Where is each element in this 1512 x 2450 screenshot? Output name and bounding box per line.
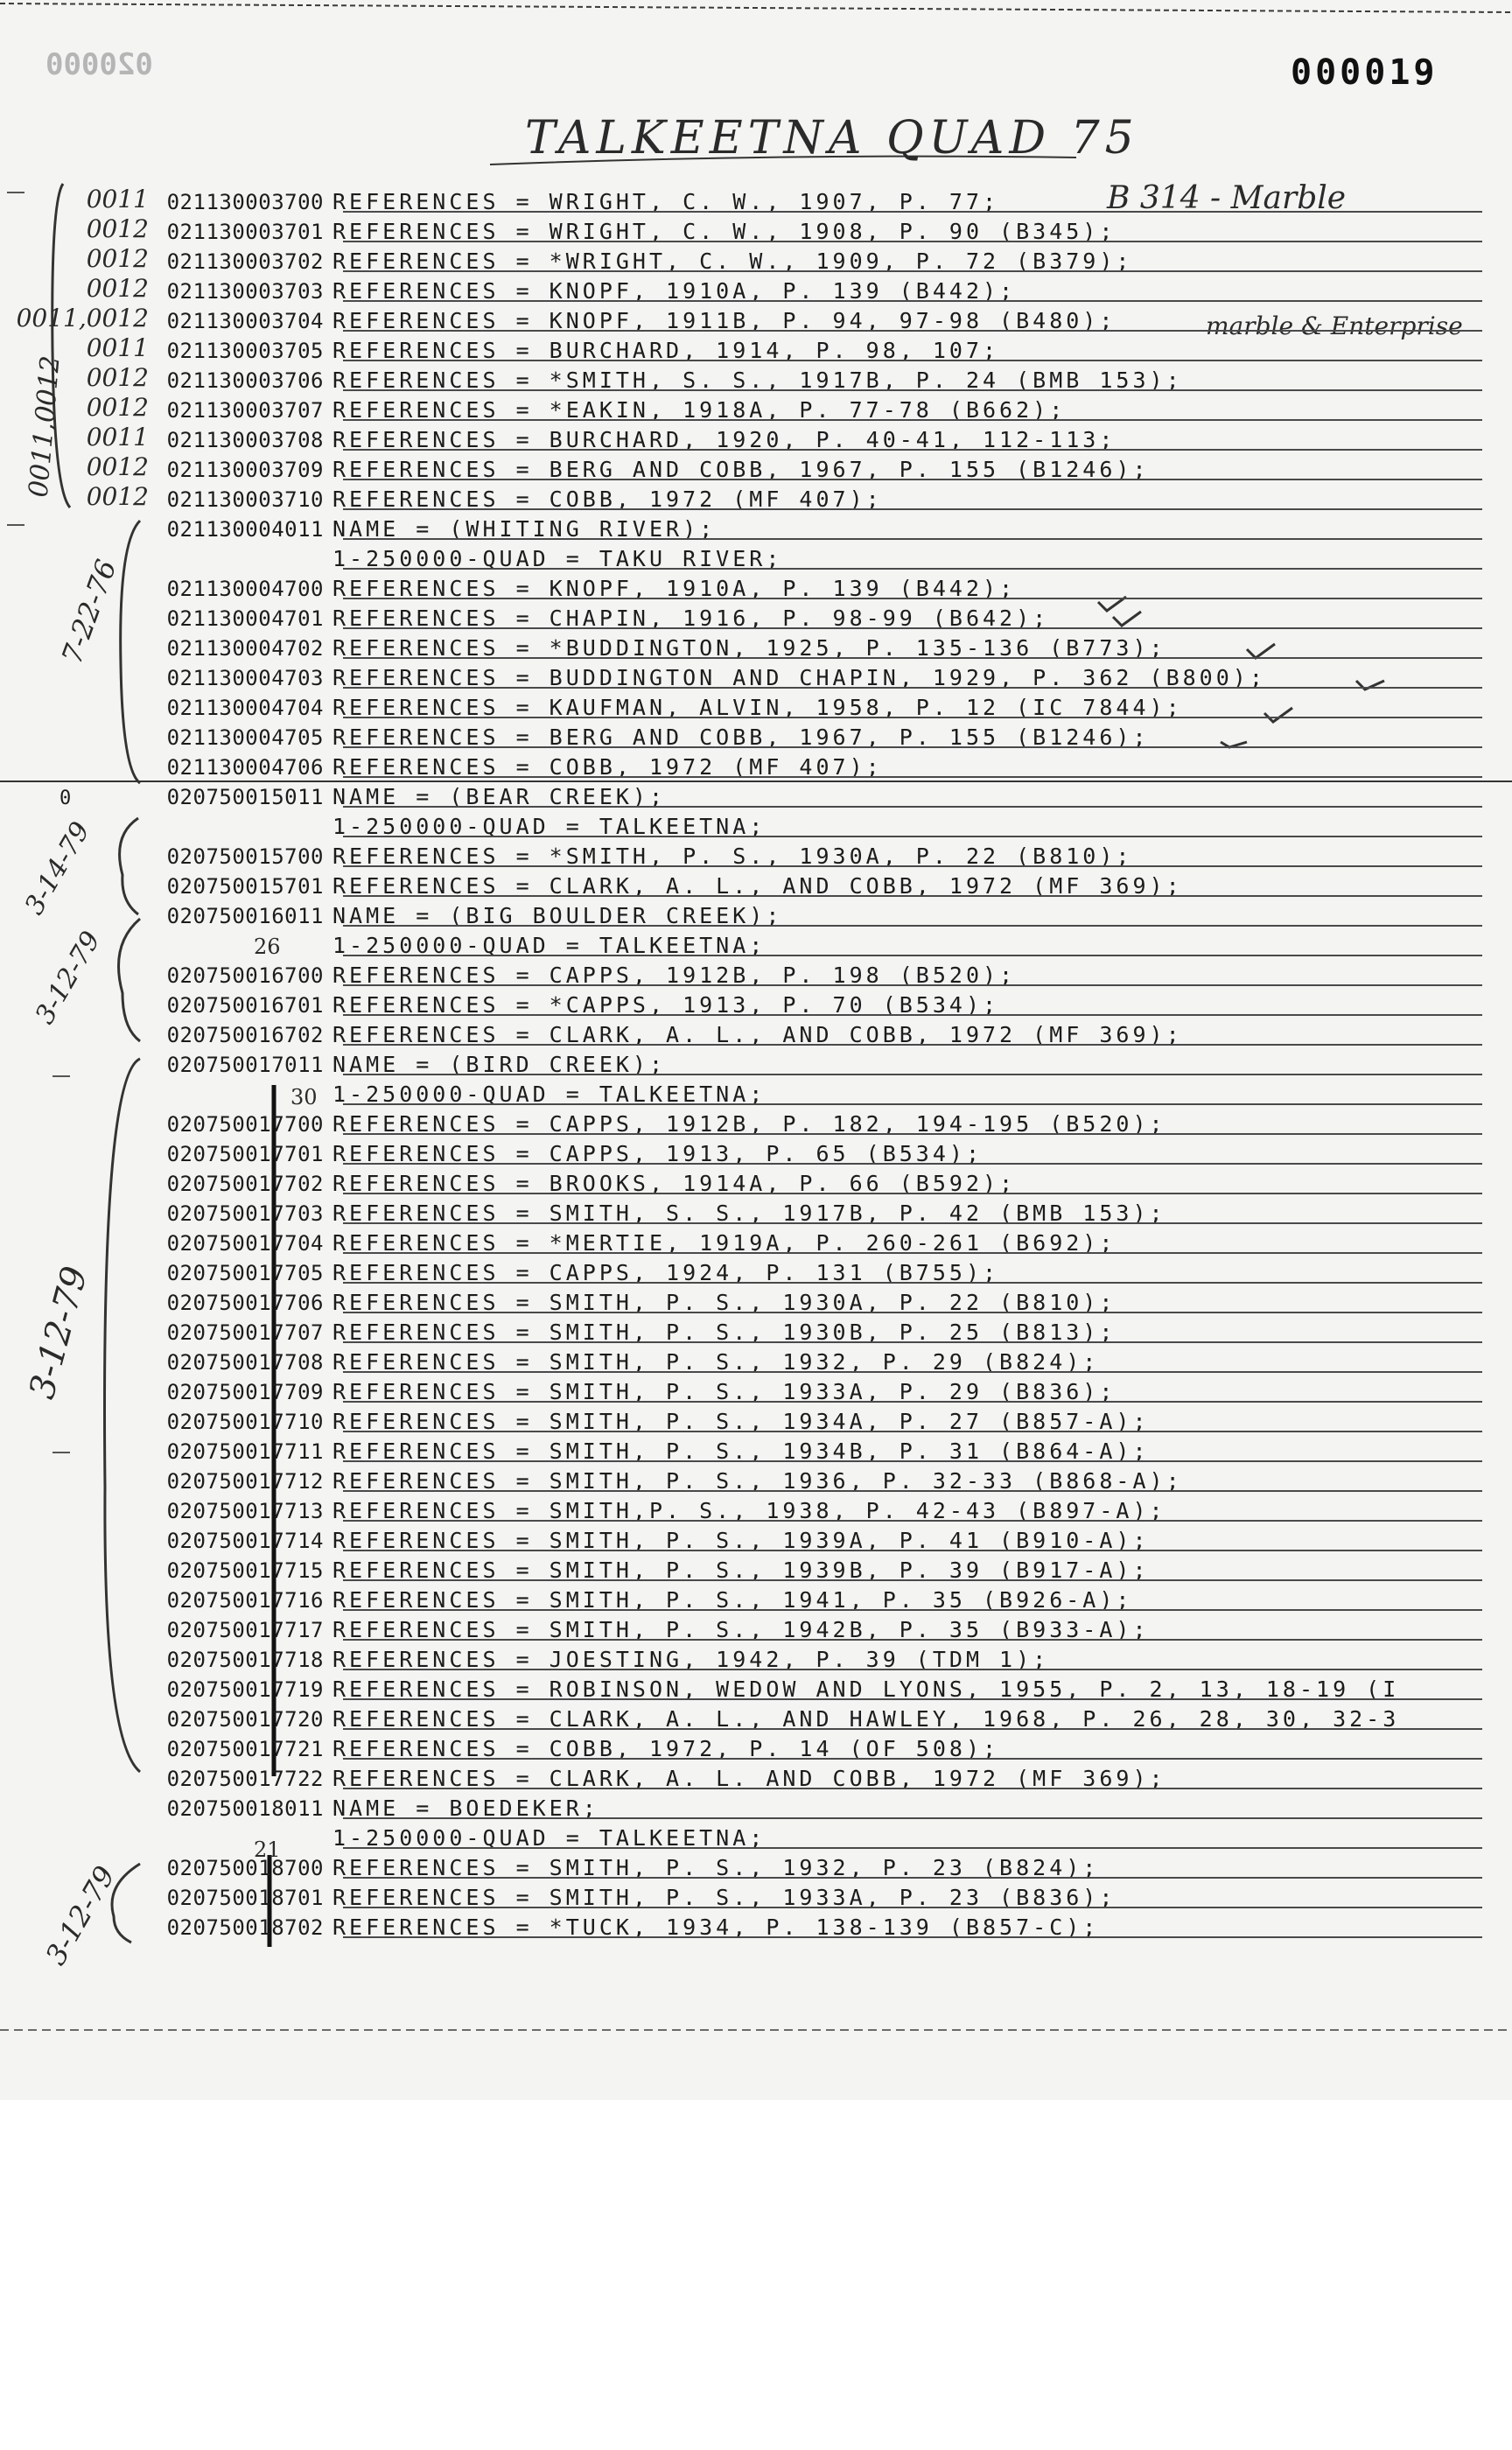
row-underline [343,479,1482,480]
listing-row [0,1643,1512,1673]
record-text: REFERENCES = SMITH, P. S., 1932, P. 29 (B824); [332,1349,1100,1375]
record-text: 1-250000-QUAD = TALKEETNA; [332,1082,766,1107]
record-number: 020750017713 [166,1499,324,1523]
record-text: NAME = BOEDEKER; [332,1796,599,1821]
listing-row [0,304,1512,334]
record-text: REFERENCES = SMITH, P. S., 1930A, P. 22 (B810); [332,1290,1116,1315]
record-text: NAME = (BEAR CREEK); [332,784,667,809]
record-number: 020750017704 [166,1231,324,1256]
record-number: 020750015011 [166,785,324,809]
listing-row [0,334,1512,364]
listing-row [0,751,1512,780]
record-text: REFERENCES = CAPPS, 1924, P. 131 (B755); [332,1260,1000,1285]
row-underline [343,1936,1482,1938]
record-text: REFERENCES = SMITH, P. S., 1934B, P. 31 (B864-A); [332,1438,1150,1464]
row-underline [343,1788,1482,1789]
row-underline [343,1758,1482,1760]
record-number: 021130003710 [166,487,324,512]
row-underline [343,1847,1482,1849]
record-text: REFERENCES = SMITH, P. S., 1939A, P. 41 (B910-A); [332,1528,1150,1553]
record-text: REFERENCES = BURCHARD, 1914, P. 98, 107; [332,338,1000,363]
listing-row [0,1048,1512,1078]
record-number: 020750017702 [166,1172,324,1196]
row-underline [343,1877,1482,1879]
row-underline [343,270,1482,272]
record-number: 021130003708 [166,428,324,452]
row-underline [343,241,1482,242]
record-text: REFERENCES = *SMITH, S. S., 1917B, P. 24 (BMB 153); [332,368,1183,393]
row-underline [343,687,1482,689]
row-underline [343,1312,1482,1313]
row-handwritten-code: 0011 [86,333,149,362]
reference-listing [0,186,1512,1941]
row-handwritten-code: 0012 [86,452,149,481]
listing-row [0,1018,1512,1048]
row-underline [343,568,1482,570]
record-number: 021130003702 [166,249,324,274]
date-note-3-12-79-a: 3-12-79 [29,926,107,1030]
row-underline [343,300,1482,302]
row-underline [343,1401,1482,1403]
row-underline [343,538,1482,540]
record-text: NAME = (BIRD CREEK); [332,1052,667,1077]
listing-row [0,1227,1512,1256]
record-text: REFERENCES = COBB, 1972, P. 14 (OF 508); [332,1736,1000,1761]
record-text: REFERENCES = CAPPS, 1912B, P. 182, 194-195 (B520); [332,1111,1166,1137]
row-handwritten-code: 0011,0012 [16,304,149,332]
row-handwritten-code: 0012 [86,214,149,243]
margin-code-note: 0011,0012 [23,354,66,499]
listing-row [0,1792,1512,1822]
number-21: 21 [254,1838,281,1862]
record-text: REFERENCES = BURCHARD, 1920, P. 40-41, 112-113; [332,427,1116,452]
record-text: REFERENCES = CAPPS, 1913, P. 65 (B534); [332,1141,983,1166]
row-underline [343,1044,1482,1046]
record-number: 020750017720 [166,1707,324,1732]
record-number: 020750017721 [166,1737,324,1761]
row-underline [343,984,1482,986]
listing-row [0,1376,1512,1405]
listing-row [0,1286,1512,1316]
row-underline [343,1579,1482,1581]
row-underline [343,1431,1482,1432]
row-underline [343,1222,1482,1224]
record-text: REFERENCES = SMITH, P. S., 1934A, P. 27 (B857-A); [332,1409,1150,1434]
row-handwritten-code: 0012 [86,244,149,273]
listing-row [0,1256,1512,1286]
record-number: 021130003703 [166,279,324,304]
record-text: REFERENCES = KNOPF, 1910A, P. 139 (B442); [332,278,1017,304]
listing-row [0,245,1512,275]
record-number: 020750016700 [166,963,324,988]
listing-row [0,424,1512,453]
record-text: REFERENCES = ROBINSON, WEDOW AND LYONS, 1955, P. 2, 13, 18-19 (I [332,1676,1400,1702]
listing-row [0,989,1512,1018]
record-number: 021130004705 [166,725,324,750]
record-number: 020750017703 [166,1201,324,1226]
row-underline [343,895,1482,897]
record-number: 020750017716 [166,1588,324,1613]
record-number: 020750018011 [166,1796,324,1821]
listing-row [0,1881,1512,1911]
listing-row [0,1554,1512,1584]
row-underline [343,836,1482,837]
record-number: 020750017718 [166,1648,324,1672]
record-text: REFERENCES = SMITH, P. S., 1933A, P. 23 (B836); [332,1885,1116,1910]
row-underline [343,419,1482,421]
date-note-7-22-76: 7-22-76 [54,555,123,668]
row-underline [343,1669,1482,1670]
row-underline [343,657,1482,659]
page-title: TALKEETNA QUAD 75 [525,112,1139,164]
listing-row [0,275,1512,304]
listing-row [0,632,1512,662]
row-handwritten-code: 0012 [86,363,149,392]
record-text: REFERENCES = *EAKIN, 1918A, P. 77-78 (B662); [332,397,1067,423]
row-underline [343,1103,1482,1105]
record-text: REFERENCES = SMITH,P. S., 1938, P. 42-43 (B897-A); [332,1498,1166,1523]
listing-row [0,721,1512,751]
row-underline [343,1698,1482,1700]
record-text: REFERENCES = SMITH, P. S., 1933A, P. 29 (B836); [332,1379,1116,1404]
record-text: REFERENCES = SMITH, P. S., 1930B, P. 25 (B813); [332,1320,1116,1345]
record-text: REFERENCES = SMITH, P. S., 1936, P. 32-33 (B868-A); [332,1468,1183,1494]
listing-row [0,1762,1512,1792]
record-text: REFERENCES = CLARK, A. L., AND HAWLEY, 1968, P. 26, 28, 30, 32-3 [332,1706,1400,1732]
record-text: REFERENCES = SMITH, P. S., 1941, P. 35 (B926-A); [332,1587,1133,1613]
record-number: 021130004702 [166,636,324,661]
record-number: 020750017708 [166,1350,324,1375]
record-text: 1-250000-QUAD = TALKEETNA; [332,814,766,839]
record-number: 021130004701 [166,606,324,631]
listing-row [0,1584,1512,1614]
row-underline [343,360,1482,361]
row-underline [343,806,1482,808]
row-underline [343,1341,1482,1343]
record-text: 1-250000-QUAD = TAKU RIVER; [332,546,783,571]
record-number: 020750016702 [166,1023,324,1047]
row-underline [343,1520,1482,1522]
row-underline [343,1907,1482,1908]
listing-row [0,1852,1512,1881]
row-underline [343,776,1482,778]
record-text: REFERENCES = *MERTIE, 1919A, P. 260-261 (B692); [332,1230,1116,1256]
record-text: REFERENCES = CAPPS, 1912B, P. 198 (B520); [332,962,1017,988]
date-note-3-12-79-b: 3-12-79 [21,1262,96,1404]
row-handwritten-code: 0012 [86,274,149,303]
row-underline [343,598,1482,599]
record-number: 020750017714 [166,1529,324,1553]
listing-row [0,870,1512,900]
record-number: 020750016701 [166,993,324,1018]
row-underline [343,1371,1482,1373]
row-underline [343,1490,1482,1492]
record-number: 020750017709 [166,1380,324,1404]
row-underline [343,746,1482,748]
listing-row [0,364,1512,394]
faded-number: 020000 [46,47,153,82]
listing-row [0,959,1512,989]
record-number: 021130004703 [166,666,324,690]
record-number: 020750017715 [166,1558,324,1583]
record-number: 021130003709 [166,458,324,482]
record-number: 021130003701 [166,220,324,244]
record-text: 1-250000-QUAD = TALKEETNA; [332,1825,766,1851]
listing-row [0,483,1512,513]
listing-row [0,1197,1512,1227]
listing-row [0,1822,1512,1852]
row-underline [343,1282,1482,1284]
row-underline [343,925,1482,927]
row-underline [343,865,1482,867]
record-text: REFERENCES = *TUCK, 1934, P. 138-139 (B857-C); [332,1914,1100,1940]
row-handwritten-code: 0011 [86,185,149,214]
record-text: REFERENCES = BUDDINGTON AND CHAPIN, 1929, P. 362 (B800); [332,665,1266,690]
row-underline [343,1817,1482,1819]
row-underline [343,1550,1482,1551]
listing-row [0,1673,1512,1703]
number-26: 26 [254,934,281,959]
record-number: 020750018701 [166,1886,324,1910]
record-number: 020750018700 [166,1856,324,1880]
listing-row [0,1732,1512,1762]
marble-enterprise-note: marble & Enterprise [1206,312,1463,340]
row-underline [343,1639,1482,1641]
row-underline [343,1252,1482,1254]
listing-row [0,1167,1512,1197]
record-text: REFERENCES = *CAPPS, 1913, P. 70 (B534); [332,992,1000,1018]
listing-row [0,900,1512,929]
record-text: NAME = (WHITING RIVER); [332,516,717,542]
listing-row [0,542,1512,572]
record-text: REFERENCES = *SMITH, P. S., 1930A, P. 22 (B810); [332,844,1133,869]
record-number: 020750017710 [166,1410,324,1434]
page-number: 000019 [1291,52,1438,93]
record-number: 020750017700 [166,1112,324,1137]
record-number: 020750016011 [166,904,324,928]
record-text: REFERENCES = WRIGHT, C. W., 1907, P. 77; [332,189,1000,214]
row-underline [343,1133,1482,1135]
record-text: REFERENCES = CLARK, A. L. AND COBB, 1972 (MF 369); [332,1766,1166,1791]
record-text: REFERENCES = *WRIGHT, C. W., 1909, P. 72 (B379); [332,248,1133,274]
row-underline [343,508,1482,510]
record-number: 021130003700 [166,190,324,214]
record-number: 020750017722 [166,1767,324,1791]
listing-row [0,1494,1512,1524]
listing-row [0,394,1512,424]
listing-row [0,572,1512,602]
record-text: REFERENCES = BERG AND COBB, 1967, P. 155 (B1246); [332,724,1150,750]
record-text: REFERENCES = COBB, 1972 (MF 407); [332,486,883,512]
listing-row [0,1138,1512,1167]
row-underline [343,717,1482,718]
record-number: 020750017011 [166,1053,324,1077]
listing-row [0,780,1512,810]
listing-row [0,662,1512,691]
record-number: 021130004704 [166,696,324,720]
listing-row [0,1614,1512,1643]
record-text: REFERENCES = JOESTING, 1942, P. 39 (TDM 1); [332,1647,1050,1672]
record-number: 021130004700 [166,577,324,601]
record-number: 020750017712 [166,1469,324,1494]
row-handwritten-code: 0012 [86,393,149,422]
record-number: 021130003704 [166,309,324,333]
record-number: 020750017706 [166,1291,324,1315]
listing-row [0,1078,1512,1108]
row-underline [343,449,1482,451]
record-text: REFERENCES = *BUDDINGTON, 1925, P. 135-136 (B773); [332,635,1166,661]
record-text: NAME = (BIG BOULDER CREEK); [332,903,783,928]
listing-row [0,1911,1512,1941]
record-number: 020750017705 [166,1261,324,1285]
zero-mark: 0 [60,788,72,809]
record-number: 020750017717 [166,1618,324,1642]
number-30: 30 [290,1085,318,1110]
record-number: 021130004011 [166,517,324,542]
listing-row [0,691,1512,721]
listing-row [0,810,1512,840]
listing-row [0,1346,1512,1376]
record-text: REFERENCES = WRIGHT, C. W., 1908, P. 90 (B345); [332,219,1116,244]
record-text: REFERENCES = COBB, 1972 (MF 407); [332,754,883,780]
record-text: REFERENCES = BROOKS, 1914A, P. 66 (B592); [332,1171,1017,1196]
listing-row [0,840,1512,870]
record-number: 021130003707 [166,398,324,423]
record-text: REFERENCES = SMITH, S. S., 1917B, P. 42 (BMB 153); [332,1200,1166,1226]
row-underline [343,1460,1482,1462]
record-text: REFERENCES = KNOPF, 1911B, P. 94, 97-98 (B480); [332,308,1116,333]
listing-row [0,453,1512,483]
record-number: 020750018702 [166,1915,324,1940]
record-text: REFERENCES = BERG AND COBB, 1967, P. 155 (B1246); [332,457,1150,482]
record-text: REFERENCES = CLARK, A. L., AND COBB, 1972 (MF 369); [332,1022,1183,1047]
listing-row [0,1405,1512,1435]
record-number: 020750017707 [166,1320,324,1345]
row-underline [343,1728,1482,1730]
row-handwritten-code: 0012 [86,482,149,511]
listing-row [0,1435,1512,1465]
listing-row [0,513,1512,542]
listing-row [0,1108,1512,1138]
listing-row [0,1524,1512,1554]
listing-row [0,1703,1512,1732]
record-text: REFERENCES = CLARK, A. L., AND COBB, 1972 (MF 369); [332,873,1183,899]
listing-row [0,1465,1512,1494]
record-number: 020750017719 [166,1677,324,1702]
row-underline [343,955,1482,956]
record-text: REFERENCES = SMITH, P. S., 1932, P. 23 (B824); [332,1855,1100,1880]
date-note-3-12-79-c: 3-12-79 [38,1860,122,1970]
listing-row [0,602,1512,632]
record-number: 020750015700 [166,844,324,869]
row-underline [343,1163,1482,1165]
record-text: REFERENCES = SMITH, P. S., 1939B, P. 39 (B917-A); [332,1558,1150,1583]
record-text: REFERENCES = KAUFMAN, ALVIN, 1958, P. 12 (IC 7844); [332,695,1183,720]
row-handwritten-code: 0011 [86,423,149,452]
record-number: 021130003706 [166,368,324,393]
row-underline [343,389,1482,391]
row-underline [343,1193,1482,1194]
record-number: 021130004706 [166,755,324,780]
record-text: REFERENCES = KNOPF, 1910A, P. 139 (B442); [332,576,1017,601]
record-text: REFERENCES = CHAPIN, 1916, P. 98-99 (B642); [332,606,1050,631]
listing-row [0,186,1512,215]
row-underline [343,627,1482,629]
row-underline [343,1609,1482,1611]
row-underline [343,1074,1482,1075]
record-number: 021130003705 [166,339,324,363]
row-underline [343,1014,1482,1016]
record-number: 020750017701 [166,1142,324,1166]
record-text: 1-250000-QUAD = TALKEETNA; [332,933,766,958]
record-text: REFERENCES = SMITH, P. S., 1942B, P. 35 (B933-A); [332,1617,1150,1642]
date-note-3-14-79: 3-14-79 [18,816,96,920]
record-number: 020750015701 [166,874,324,899]
listing-row [0,1316,1512,1346]
listing-row [0,215,1512,245]
listing-row [0,929,1512,959]
row-underline [343,211,1482,213]
record-number: 020750017711 [166,1439,324,1464]
marble-note: B 314 - Marble [1107,180,1347,216]
row-underline [343,330,1482,332]
